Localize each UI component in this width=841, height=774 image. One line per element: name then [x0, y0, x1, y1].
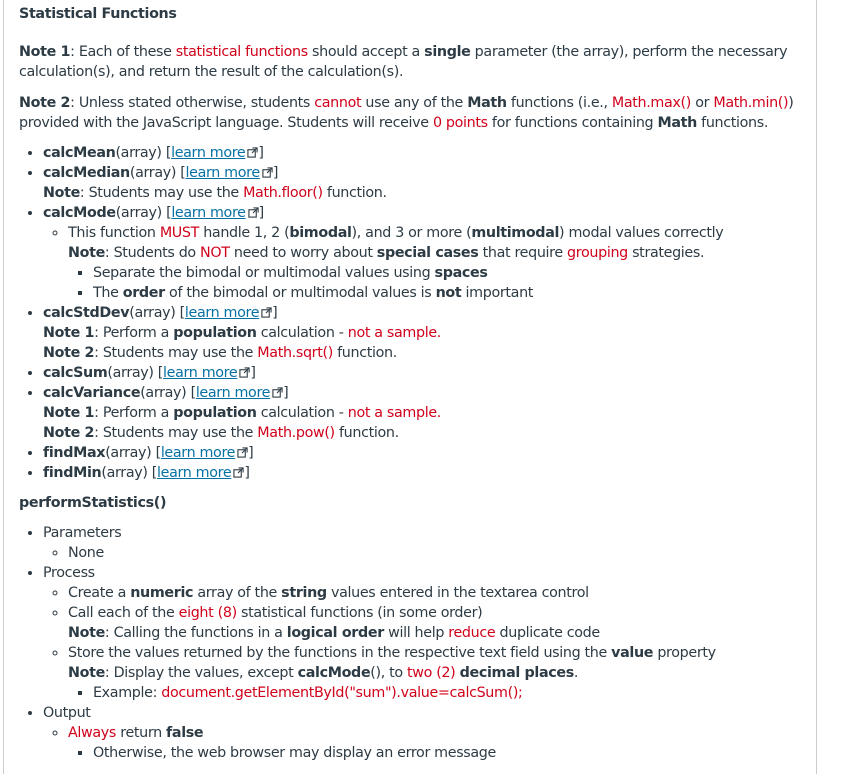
mode-details [43, 223, 809, 303]
external-link-icon [248, 207, 259, 218]
learn-more-link[interactable]: learn more [196, 385, 283, 401]
list-item: ◦ This function MUST handle 1, 2 (bimodal), and 3 or more (multimodal) modal values correctly Note: Students do NOT need to worry about special cases that require grouping strategies. ▪ Separate the bimodal or multimodal values using spaces ▪ The order of the bimodal or multimodal values is not important [68, 223, 809, 303]
list-item: ◦ Create a numeric array of the string values entered in the textarea control [68, 583, 809, 603]
list-item-calc-stddev: • calcStdDev(array) [learn more ] Note 1: Perform a population calculation - not a sample. Note 2: Students may use the Math.sqrt() function. [43, 303, 809, 363]
list-item: ▪ Otherwise, the web browser may display an error message [93, 743, 809, 763]
function-list [19, 143, 809, 483]
list-item-find-max: • findMax(array) [learn more ] [43, 443, 809, 463]
list-item: ▪ Example: document.getElementById("sum").value=calcSum(); [93, 683, 809, 703]
list-item-calc-mean: • calcMean(array) [learn more ] [43, 143, 809, 163]
list-item-find-min: • findMin(array) [learn more ] [43, 463, 809, 483]
external-link-icon [261, 307, 272, 318]
external-link-icon [262, 167, 273, 178]
external-link-icon [272, 387, 283, 398]
external-link-icon [233, 467, 244, 478]
note-2: Note 2: Unless stated otherwise, students cannot use any of the Math functions (i.e., Math.max() or Math.min()) provided with the JavaScript language. Students will receive 0 points for functions containing Math functions. [19, 95, 794, 131]
list-item: ◦ Call each of the eight (8) statistical functions (in some order) Note: Calling the functions in a logical order will help reduce duplicate code [68, 603, 809, 643]
list-item: ◦ None [68, 543, 809, 563]
list-item: ◦ Always return false ▪ Otherwise, the web browser may display an error message [68, 723, 809, 763]
list-item-output: • Output ◦ Always return false ▪ Otherwise, the web browser may display an error message [43, 703, 809, 763]
list-item: ▪ Separate the bimodal or multimodal values using spaces [93, 263, 809, 283]
learn-more-link[interactable]: learn more [171, 145, 258, 161]
list-item-calc-sum: • calcSum(array) [learn more ] [43, 363, 809, 383]
list-item: ▪ The order of the bimodal or multimodal values is not important [93, 283, 809, 303]
list-item-calc-mode: • calcMode(array) [learn more ] ◦ This function MUST handle 1, 2 (bimodal), and 3 or more (multimodal) modal values correctly Note: Students do NOT need to worry about special cases that require grouping strategies. ▪ Separate the bimodal or multimodal values using spaces ▪ The order of the bimodal or multimodal values is not important [43, 203, 809, 303]
learn-more-link[interactable]: learn more [171, 205, 258, 221]
perform-statistics-title: performStatistics() [19, 495, 167, 511]
learn-more-link[interactable]: learn more [163, 365, 250, 381]
external-link-icon [239, 367, 250, 378]
list-item-process: • Process ◦ Create a numeric array of the string values entered in the textarea control ◦ Call each of the eight (8) statistical functions (in some order) Note: Calling the functions in a logical order will help reduce duplicate code ◦ Store the values returned by the functions in the respective text field using the value property Note: Display the values, except calcMode(), to two (2) decimal places. ▪ Example: document.getElementById("sum").value=calcSum(); [43, 563, 809, 703]
learn-more-link[interactable]: learn more [186, 165, 273, 181]
list-item-calc-median: • calcMedian(array) [learn more ] Note: Students may use the Math.floor() function. [43, 163, 809, 203]
mode-subdetails [68, 263, 809, 303]
assignment-content [19, 4, 809, 763]
parameters-list [43, 543, 809, 563]
list-item: ◦ Store the values returned by the functions in the respective text field using the value property Note: Display the values, except calcMode(), to two (2) decimal places. ▪ Example: document.getElementById("sum").value=calcSum(); [68, 643, 809, 703]
list-item-calc-variance: • calcVariance(array) [learn more ] Note 1: Perform a population calculation - not a sample. Note 2: Students may use the Math.pow() function. [43, 383, 809, 443]
learn-more-link[interactable]: learn more [185, 305, 272, 321]
external-link-icon [247, 147, 258, 158]
perform-statistics-list [19, 523, 809, 763]
external-link-icon [237, 447, 248, 458]
note-1: Note 1: Each of these statistical functions should accept a single parameter (the array), perform the necessary calculation(s), and return the result of the calculation(s). [19, 44, 788, 80]
section-title: Statistical Functions [19, 6, 177, 22]
output-sublist [68, 743, 809, 763]
process-list [43, 583, 809, 703]
output-list [43, 723, 809, 763]
list-item-parameters: • Parameters ◦ None [43, 523, 809, 563]
learn-more-link[interactable]: learn more [161, 445, 248, 461]
example-list [68, 683, 809, 703]
learn-more-link[interactable]: learn more [157, 465, 244, 481]
content-frame [3, 0, 817, 774]
